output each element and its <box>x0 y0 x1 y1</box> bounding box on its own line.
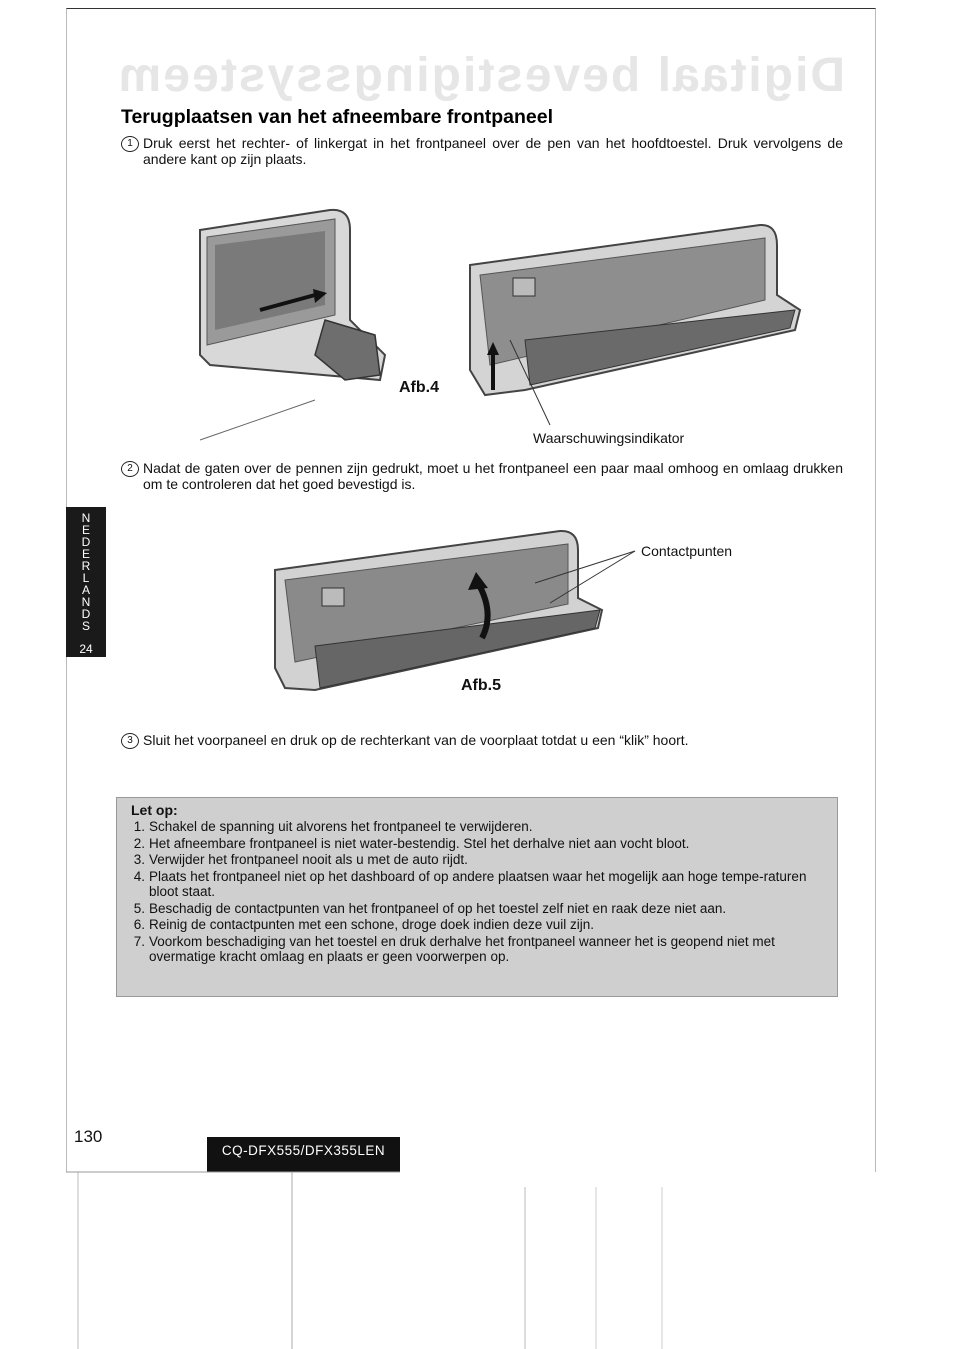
step-text: Nadat de gaten over de pennen zijn gedrukt, moet u het frontpaneel een paar maal omhoog en omlaag drukken om te controleren dat het goed bevestigd is. <box>143 460 843 492</box>
list-item <box>131 819 823 835</box>
tab-letter: D <box>81 607 91 621</box>
item-text: Het afneembare frontpaneel is niet water-bestendig. Stel het derhalve niet aan vocht bloot. <box>149 835 690 851</box>
item-text: Voorkom beschadiging van het toestel en druk derhalve het frontpaneel wanneer het is geopend niet met overmatige kracht omlaag en plaats er geen voorwerpen op. <box>149 933 775 964</box>
step-number: 3 <box>121 733 139 749</box>
list-item <box>131 869 823 900</box>
tab-letter: N <box>81 595 91 609</box>
figure-4-callout-warning-indicator: Waarschuwingsindikator <box>533 430 685 446</box>
item-number: 2. <box>133 835 145 851</box>
section-page-number: 24 <box>79 642 93 656</box>
tab-letter: R <box>81 559 91 573</box>
item-number: 5. <box>133 900 145 916</box>
step-text: Sluit het voorpaneel en druk op de rechterkant van de voorplaat totdat u een “klik” hoort. <box>143 732 689 748</box>
step-number: 1 <box>121 136 139 152</box>
item-number: 4. <box>133 868 145 884</box>
tab-letter: D <box>81 535 91 549</box>
item-number: 3. <box>133 852 145 867</box>
list-item <box>131 934 823 965</box>
figure-4-label: Afb.4 <box>399 379 439 396</box>
tab-letter: N <box>81 511 91 525</box>
note-list <box>131 819 823 965</box>
ghost-title-mirrored: Digitaal bevestigingssysteem <box>116 49 845 102</box>
step-number: 2 <box>121 461 139 477</box>
step-1 <box>121 135 843 167</box>
step-text: Druk eerst het rechter- of linkergat in het frontpaneel over de pen van het hoofdtoestel. Druk vervolgens de andere kant op zijn plaats. <box>143 135 843 167</box>
item-text: Beschadig de contactpunten van het frontpaneel of op het toestel zelf niet en raak deze niet aan. <box>149 900 727 916</box>
item-number: 7. <box>133 933 145 949</box>
item-text: Plaats het frontpaneel niet op het dashboard of op andere plaatsen waar het mogelijk aan hoge tempe-raturen bloot staat. <box>149 868 807 899</box>
tab-letter: L <box>82 571 90 585</box>
list-item <box>131 852 823 868</box>
language-tab <box>66 507 106 657</box>
figure-4-right-illustration <box>465 220 805 420</box>
figure-5-callout-contact-points: Contactpunten <box>641 543 733 559</box>
item-number: 1. <box>133 819 145 834</box>
item-number: 6. <box>133 917 145 932</box>
caution-note-box <box>116 797 838 997</box>
section-heading: Terugplaatsen van het afneembare frontpaneel <box>121 106 553 128</box>
language-letters <box>66 507 106 632</box>
tab-letter: E <box>81 523 90 537</box>
scan-edge-lines <box>0 1172 954 1349</box>
list-item <box>131 917 823 933</box>
item-text: Reinig de contactpunten met een schone, droge doek indien deze vuil zijn. <box>149 917 595 932</box>
note-title: Let op: <box>131 802 178 818</box>
tab-letter: A <box>81 583 90 597</box>
figure-4-left-illustration <box>195 205 390 445</box>
step-3 <box>121 732 843 749</box>
list-item <box>131 901 823 917</box>
item-text: Verwijder het frontpaneel nooit als u met de auto rijdt. <box>149 852 468 867</box>
list-item <box>131 836 823 852</box>
tab-letter: S <box>81 619 90 633</box>
page-number: 130 <box>74 1127 103 1146</box>
model-number-bar: CQ-DFX555/DFX355LEN <box>207 1137 400 1172</box>
figure-5-illustration <box>270 528 610 698</box>
figure-5-label: Afb.5 <box>461 677 501 694</box>
item-text: Schakel de spanning uit alvorens het frontpaneel te verwijderen. <box>149 819 533 834</box>
step-2 <box>121 460 843 492</box>
tab-letter: E <box>81 547 90 561</box>
